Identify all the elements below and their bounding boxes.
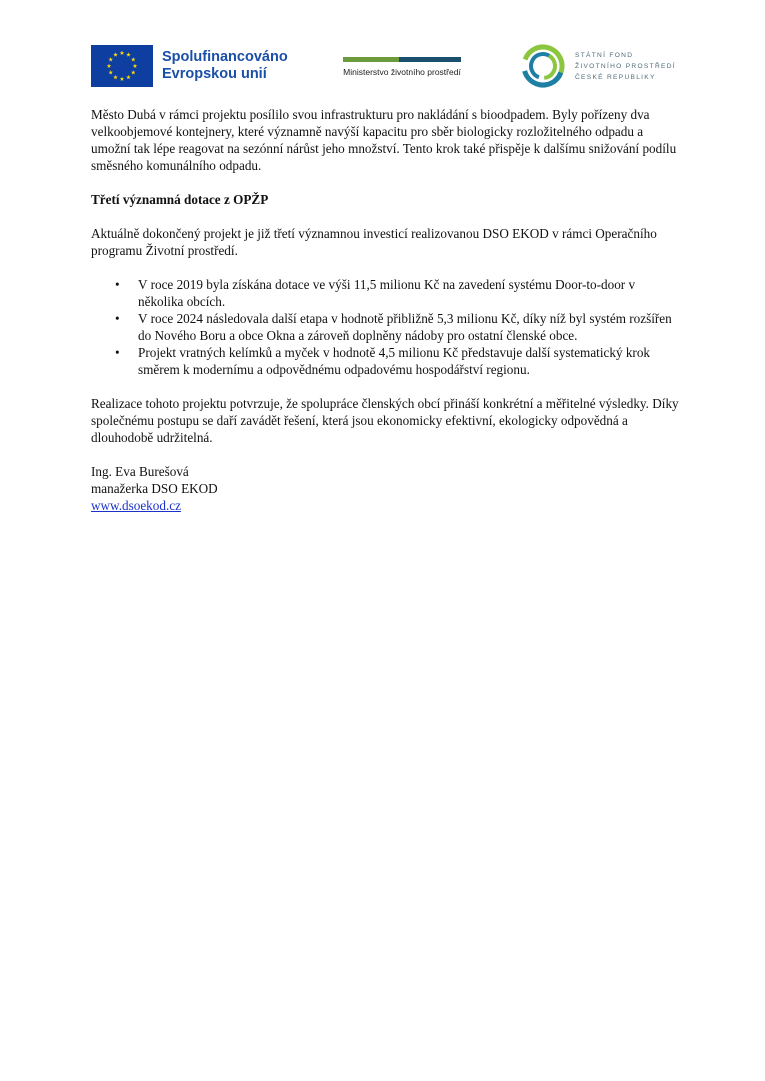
sfzp-line2: ŽIVOTNÍHO PROSTŘEDÍ <box>575 62 676 70</box>
header-logos <box>0 0 765 100</box>
website-link[interactable]: www.dsoekod.cz <box>91 498 181 513</box>
list-item: • V roce 2024 následovala další etapa v hodnotě přibližně 5,3 milionu Kč, díky níž byl systém rozšířen do Nového Boru a obce Okna a zároveň doplněny nádoby pro ostatní členské obce. <box>138 310 681 344</box>
mzp-logo-text: Ministerstvo životního prostředí <box>343 67 461 77</box>
ministry-environment-logo <box>343 57 461 77</box>
signature-name: Ing. Eva Burešová <box>91 464 189 479</box>
document-body <box>91 106 681 514</box>
mzp-bars-icon <box>343 57 461 62</box>
sfzp-line1: STÁTNÍ FOND <box>575 51 634 59</box>
paragraph-investments: Aktuálně dokončený projekt je již třetí významnou investicí realizovanou DSO EKOD v rámci Operačního programu Životní prostředí. <box>91 226 657 258</box>
intro-paragraph: Město Dubá v rámci projektu posílilo svou infrastrukturu pro nakládání s bioodpadem. Byly pořízeny dva velkoobjemové kontejnery, které významně navýší kapacitu pro sběr biologicky rozložitelného odpadu a umožní tak lépe reagovat na sezónní nárůst jeho množství. Tento krok také přispěje k dalšímu snižování podílu směsného komunálního odpadu. <box>91 107 677 173</box>
eu-logo-line2: Evropskou unií <box>162 66 267 82</box>
paragraph-conclusion: Realizace tohoto projektu potvrzuje, že spolupráce členských obcí přináší konkrétní a měřitelné výsledky. Díky společnému postupu se daří zavádět řešení, která jsou ekonomicky efektivní, ekologicky odpovědná a dlouhodobě udržitelná. <box>91 396 679 445</box>
signature-role: manažerka DSO EKOD <box>91 481 218 496</box>
state-environment-fund-logo <box>521 44 676 88</box>
list-item: • V roce 2019 byla získána dotace ve výši 11,5 milionu Kč na zavedení systému Door-to-door v několika obcích. <box>138 276 681 310</box>
eu-flag-icon <box>91 45 153 87</box>
section-heading: Třetí významná dotace z OPŽP <box>91 192 269 207</box>
grants-list <box>91 276 681 378</box>
eu-logo-line1: Spolufinancováno <box>162 49 288 65</box>
eu-cofunding-logo <box>91 45 288 87</box>
sfzp-circle-icon <box>521 44 565 88</box>
sfzp-line3: ČESKÉ REPUBLIKY <box>575 73 656 81</box>
list-item: • Projekt vratných kelímků a myček v hodnotě 4,5 milionu Kč představuje další systematický krok směrem k modernímu a odpovědnému odpadovému hospodářství regionu. <box>138 344 681 378</box>
